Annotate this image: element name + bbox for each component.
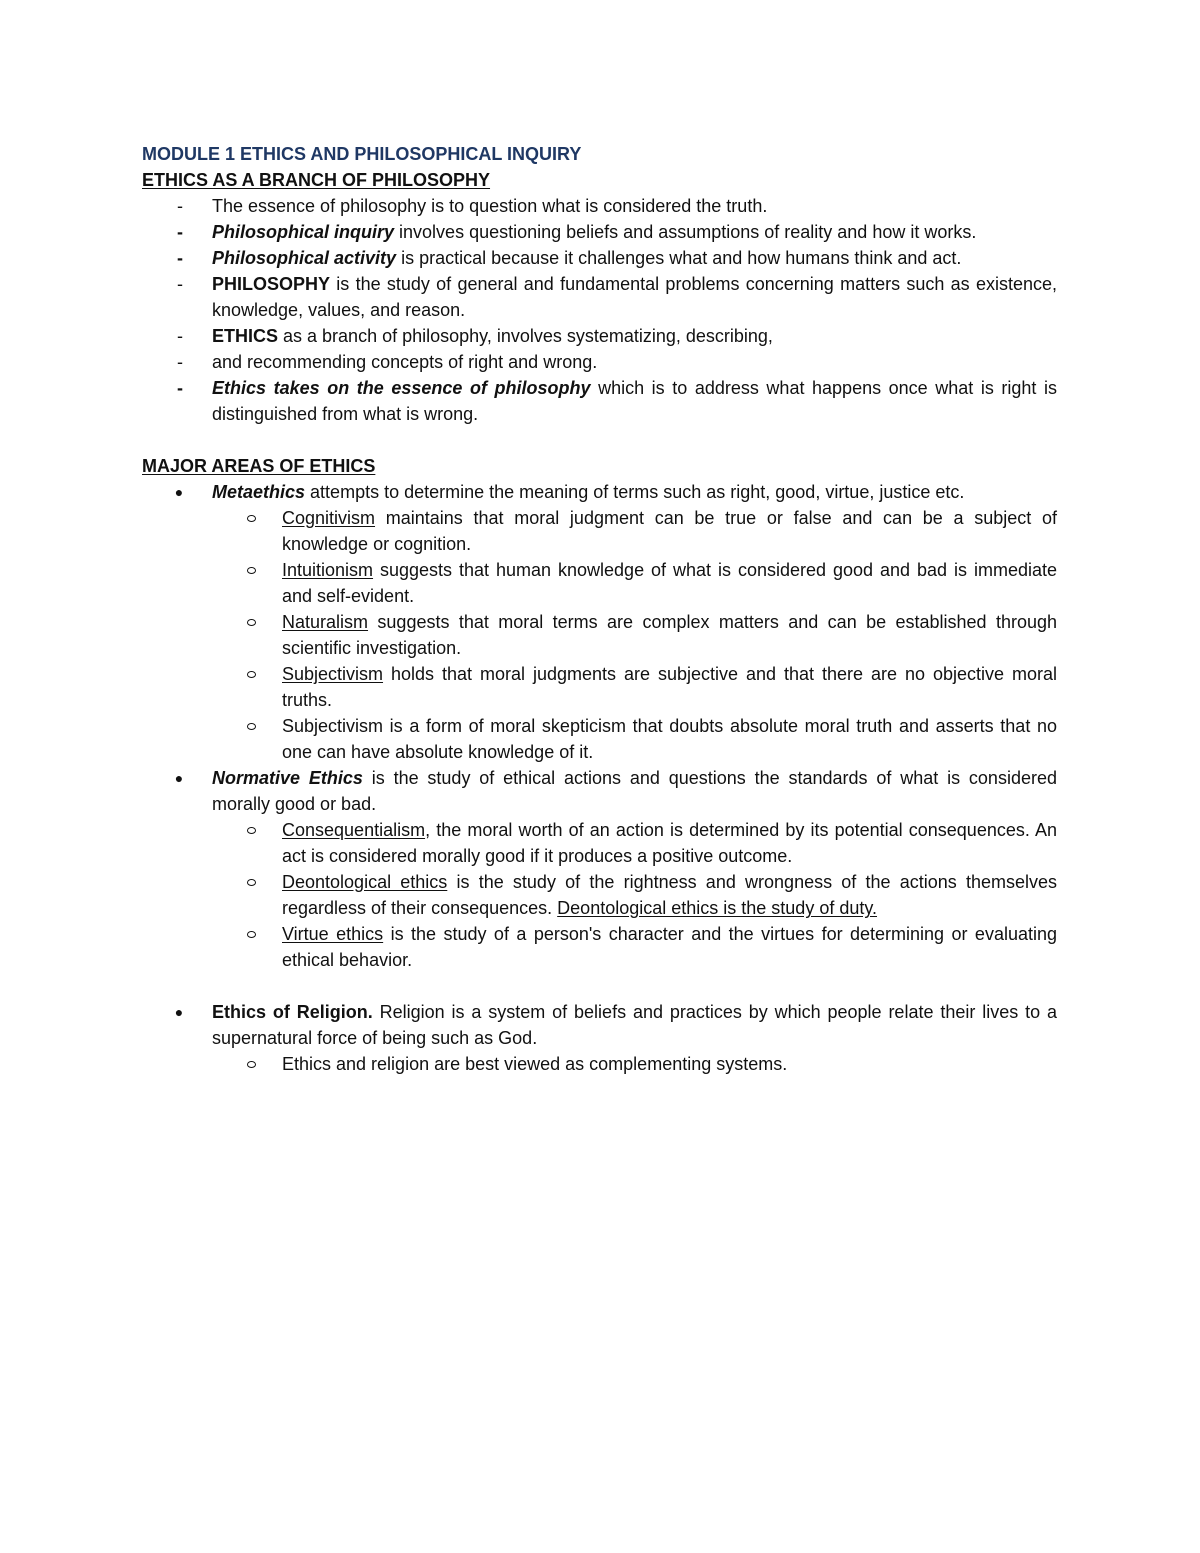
dash-marker: - xyxy=(177,196,183,216)
list-item xyxy=(142,323,1057,349)
item-text: is practical because it challenges what and how humans think and act. xyxy=(396,248,962,268)
sublist-item xyxy=(212,869,1057,921)
item-lead: Normative Ethics xyxy=(212,768,363,788)
sublist-item xyxy=(212,1051,1057,1077)
major-areas-list-normative xyxy=(142,765,1057,817)
item-term: Consequentialism xyxy=(282,820,426,840)
item-term: Intuitionism xyxy=(282,560,374,580)
item-text: holds that moral judgments are subjective and that there are no objective moral truths. xyxy=(282,664,1057,710)
circle-marker xyxy=(247,1061,256,1068)
circle-marker xyxy=(247,515,256,522)
metaethics-sublist xyxy=(142,505,1057,765)
section-heading-ethics-branch: ETHICS AS A BRANCH OF PHILOSOPHY xyxy=(142,170,491,190)
list-item xyxy=(142,375,1057,427)
religion-sublist xyxy=(142,1051,1057,1077)
item-text: , the moral worth of an action is determined by its potential consequences. An act is considered morally good if it produces a positive outcome. xyxy=(282,820,1057,866)
item-text: involves questioning beliefs and assumptions of reality and how it works. xyxy=(394,222,977,242)
dash-marker: - xyxy=(177,352,183,372)
circle-marker xyxy=(247,931,256,938)
dash-marker: - xyxy=(177,274,183,294)
item-text: Religion is a system of beliefs and practices by which people relate their lives to a supernatural force of being such as God. xyxy=(212,1002,1057,1048)
sublist-item xyxy=(212,713,1057,765)
dash-marker: - xyxy=(177,326,183,346)
item-lead: Philosophical activity xyxy=(212,248,397,268)
item-text: is the study of a person's character and the virtues for determining or evaluating ethical behavior. xyxy=(282,924,1057,970)
bullet-marker: ● xyxy=(174,770,184,786)
list-item-metaethics xyxy=(142,479,1057,505)
item-term: Naturalism xyxy=(282,612,369,632)
item-text: attempts to determine the meaning of terms such as right, good, virtue, justice etc. xyxy=(305,482,965,502)
item-text: The essence of philosophy is to question what is considered the truth. xyxy=(212,196,768,216)
list-item xyxy=(142,193,1057,219)
item-text: Ethics and religion are best viewed as complementing systems. xyxy=(282,1054,788,1074)
item-text: which is to address what happens once what is right is distinguished from what is wrong. xyxy=(212,378,1058,424)
item-lead: Ethics takes on the essence of philosophy xyxy=(212,378,591,398)
item-text: suggests that human knowledge of what is considered good and bad is immediate and self-evident. xyxy=(282,560,1057,606)
major-areas-list-religion xyxy=(142,999,1057,1051)
circle-marker xyxy=(247,567,256,574)
item-text: is the study of general and fundamental problems concerning matters such as existence, knowledge, values, and reason. xyxy=(212,274,1057,320)
circle-marker xyxy=(247,827,256,834)
list-item xyxy=(142,245,1057,271)
dash-marker: - xyxy=(177,378,183,398)
item-text: is the study of the rightness and wrongness of the actions themselves regardless of their consequences. xyxy=(282,872,1057,918)
item-term: Deontological ethics xyxy=(282,872,448,892)
sublist-item xyxy=(212,817,1057,869)
item-lead: Metaethics xyxy=(212,482,306,502)
item-term: Subjectivism xyxy=(282,664,384,684)
list-item xyxy=(142,349,1057,375)
item-lead: Philosophical inquiry xyxy=(212,222,395,242)
ethics-branch-list xyxy=(142,193,1057,427)
item-text: as a branch of philosophy, involves systematizing, describing, xyxy=(278,326,773,346)
module-title: MODULE 1 ETHICS AND PHILOSOPHICAL INQUIRY xyxy=(142,144,582,164)
item-term: Cognitivism xyxy=(282,508,376,528)
section-heading-major-areas: MAJOR AREAS OF ETHICS xyxy=(142,456,376,476)
sublist-item xyxy=(212,921,1057,973)
item-text: Subjectivism is a form of moral skepticism that doubts absolute moral truth and asserts that no one can have absolute knowledge of it. xyxy=(282,716,1057,762)
list-item-ethics-of-religion xyxy=(142,999,1057,1051)
item-lead: PHILOSOPHY xyxy=(212,274,331,294)
item-text: and recommending concepts of right and wrong. xyxy=(212,352,598,372)
list-item-normative-ethics xyxy=(142,765,1057,817)
circle-marker xyxy=(247,879,256,886)
item-lead: ETHICS xyxy=(212,326,279,346)
item-text: suggests that moral terms are complex matters and can be established through scientific investigation. xyxy=(282,612,1057,658)
list-item xyxy=(142,219,1057,245)
circle-marker xyxy=(247,723,256,730)
item-text: maintains that moral judgment can be true or false and can be a subject of knowledge or cognition. xyxy=(282,508,1057,554)
major-areas-list xyxy=(142,479,1057,505)
item-tail: Deontological ethics is the study of duty. xyxy=(557,898,878,918)
dash-marker: - xyxy=(177,222,183,242)
dash-marker: - xyxy=(177,248,183,268)
circle-marker xyxy=(247,671,256,678)
sublist-item xyxy=(212,661,1057,713)
list-item xyxy=(142,271,1057,323)
item-term: Virtue ethics xyxy=(282,924,384,944)
circle-marker xyxy=(247,619,256,626)
bullet-marker: ● xyxy=(174,1004,184,1020)
bullet-marker: ● xyxy=(174,484,184,500)
normative-sublist xyxy=(142,817,1057,973)
item-lead: Ethics of Religion. xyxy=(212,1002,373,1022)
sublist-item xyxy=(212,505,1057,557)
sublist-item xyxy=(212,557,1057,609)
sublist-item xyxy=(212,609,1057,661)
item-text: is the study of ethical actions and questions the standards of what is considered morally good or bad. xyxy=(212,768,1057,814)
